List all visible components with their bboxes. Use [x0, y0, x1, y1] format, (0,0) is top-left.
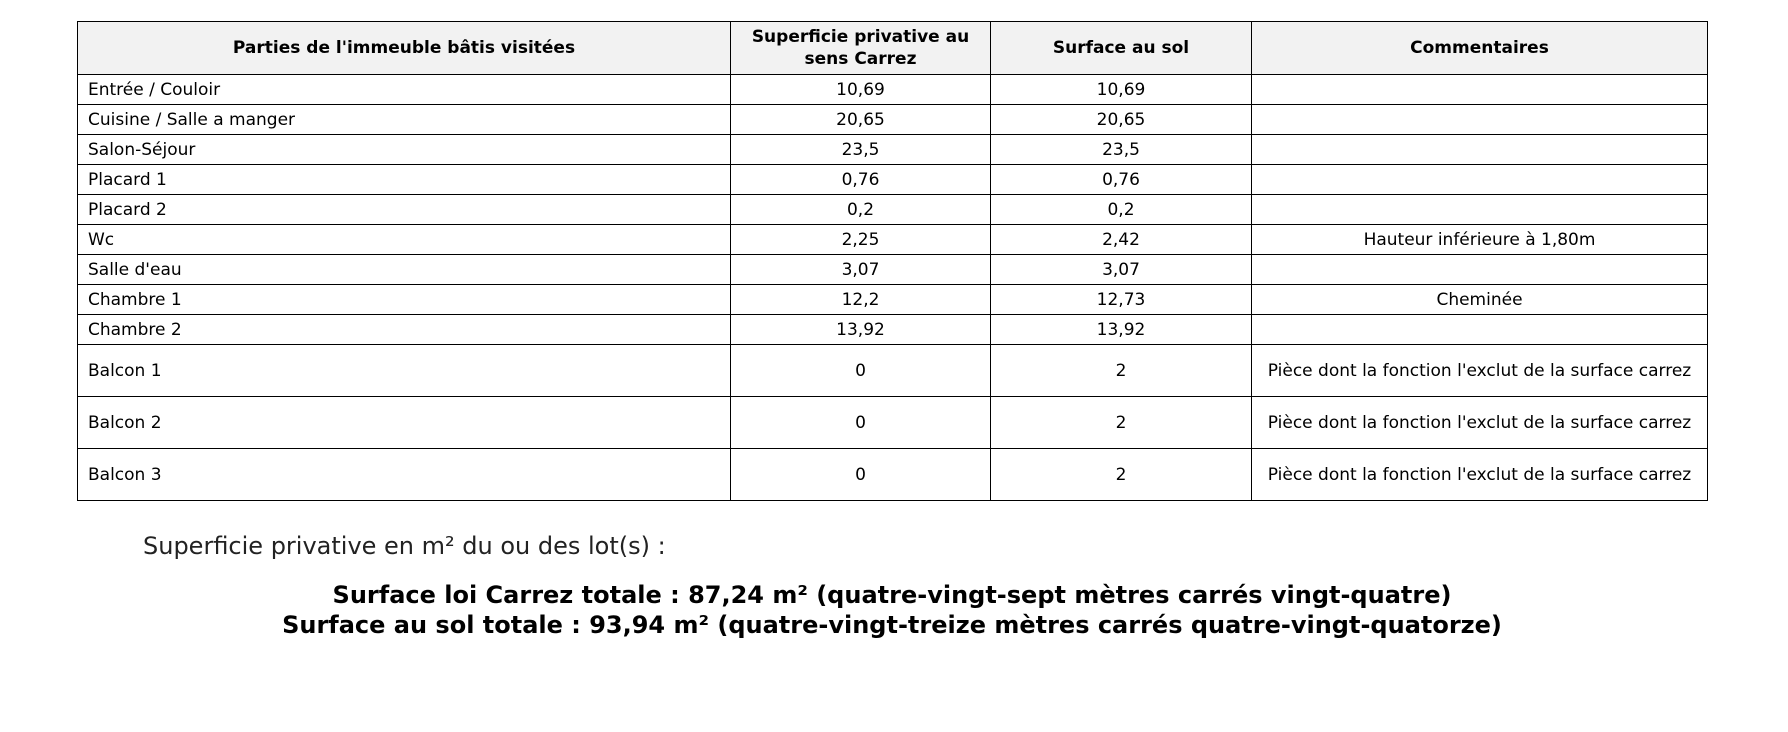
table-row: [78, 255, 1708, 285]
table-row: [78, 315, 1708, 345]
cell-carrez: 20,65: [731, 105, 991, 135]
carrez-total: Surface loi Carrez totale : 87,24 m² (quatre-vingt-sept mètres carrés vingt-quatre): [332, 581, 1452, 609]
cell-commentaire: Cheminée: [1252, 285, 1708, 315]
cell-sol: 2: [991, 345, 1252, 397]
cell-sol: 0,76: [991, 165, 1252, 195]
table-row: [78, 135, 1708, 165]
cell-commentaire: [1252, 75, 1708, 105]
cell-sol: 3,07: [991, 255, 1252, 285]
cell-carrez: 0: [731, 345, 991, 397]
cell-sol: 20,65: [991, 105, 1252, 135]
cell-commentaire: Hauteur inférieure à 1,80m: [1252, 225, 1708, 255]
totals-block: [77, 580, 1707, 640]
cell-sol: 2,42: [991, 225, 1252, 255]
cell-piece: Balcon 2: [78, 397, 731, 449]
cell-commentaire: [1252, 195, 1708, 225]
table-row: [78, 285, 1708, 315]
cell-carrez: 2,25: [731, 225, 991, 255]
cell-carrez: 0: [731, 397, 991, 449]
table-row: [78, 225, 1708, 255]
table-row: [78, 75, 1708, 105]
table-row: [78, 449, 1708, 501]
cell-piece: Chambre 2: [78, 315, 731, 345]
cell-carrez: 10,69: [731, 75, 991, 105]
cell-sol: 0,2: [991, 195, 1252, 225]
cell-commentaire: Pièce dont la fonction l'exclut de la surface carrez: [1252, 397, 1708, 449]
cell-carrez: 3,07: [731, 255, 991, 285]
header-surface-sol: Surface au sol: [991, 22, 1252, 75]
header-carrez: Superficie privative au sens Carrez: [731, 22, 991, 75]
lot-superficie-label: Superficie privative en m² du ou des lot(s) :: [143, 532, 666, 560]
cell-commentaire: [1252, 255, 1708, 285]
cell-piece: Balcon 3: [78, 449, 731, 501]
sol-total: Surface au sol totale : 93,94 m² (quatre-vingt-treize mètres carrés quatre-vingt-quatorze): [282, 611, 1502, 639]
cell-carrez: 0: [731, 449, 991, 501]
table-row: [78, 105, 1708, 135]
cell-carrez: 13,92: [731, 315, 991, 345]
cell-carrez: 0,2: [731, 195, 991, 225]
cell-commentaire: [1252, 165, 1708, 195]
cell-piece: Placard 1: [78, 165, 731, 195]
cell-commentaire: Pièce dont la fonction l'exclut de la surface carrez: [1252, 449, 1708, 501]
cell-piece: Placard 2: [78, 195, 731, 225]
table-header-row: [78, 22, 1708, 75]
cell-sol: 13,92: [991, 315, 1252, 345]
cell-commentaire: [1252, 315, 1708, 345]
table-row: [78, 397, 1708, 449]
cell-sol: 2: [991, 449, 1252, 501]
surface-table: [77, 21, 1708, 501]
cell-piece: Chambre 1: [78, 285, 731, 315]
table-row: [78, 165, 1708, 195]
table-row: [78, 345, 1708, 397]
cell-piece: Salon-Séjour: [78, 135, 731, 165]
cell-piece: Balcon 1: [78, 345, 731, 397]
cell-sol: 23,5: [991, 135, 1252, 165]
cell-piece: Cuisine / Salle a manger: [78, 105, 731, 135]
header-commentaires: Commentaires: [1252, 22, 1708, 75]
cell-sol: 10,69: [991, 75, 1252, 105]
header-pieces: Parties de l'immeuble bâtis visitées: [78, 22, 731, 75]
cell-commentaire: [1252, 135, 1708, 165]
cell-carrez: 12,2: [731, 285, 991, 315]
cell-sol: 2: [991, 397, 1252, 449]
cell-carrez: 0,76: [731, 165, 991, 195]
cell-piece: Salle d'eau: [78, 255, 731, 285]
cell-commentaire: Pièce dont la fonction l'exclut de la surface carrez: [1252, 345, 1708, 397]
cell-commentaire: [1252, 105, 1708, 135]
cell-piece: Wc: [78, 225, 731, 255]
cell-carrez: 23,5: [731, 135, 991, 165]
table-row: [78, 195, 1708, 225]
cell-piece: Entrée / Couloir: [78, 75, 731, 105]
cell-sol: 12,73: [991, 285, 1252, 315]
